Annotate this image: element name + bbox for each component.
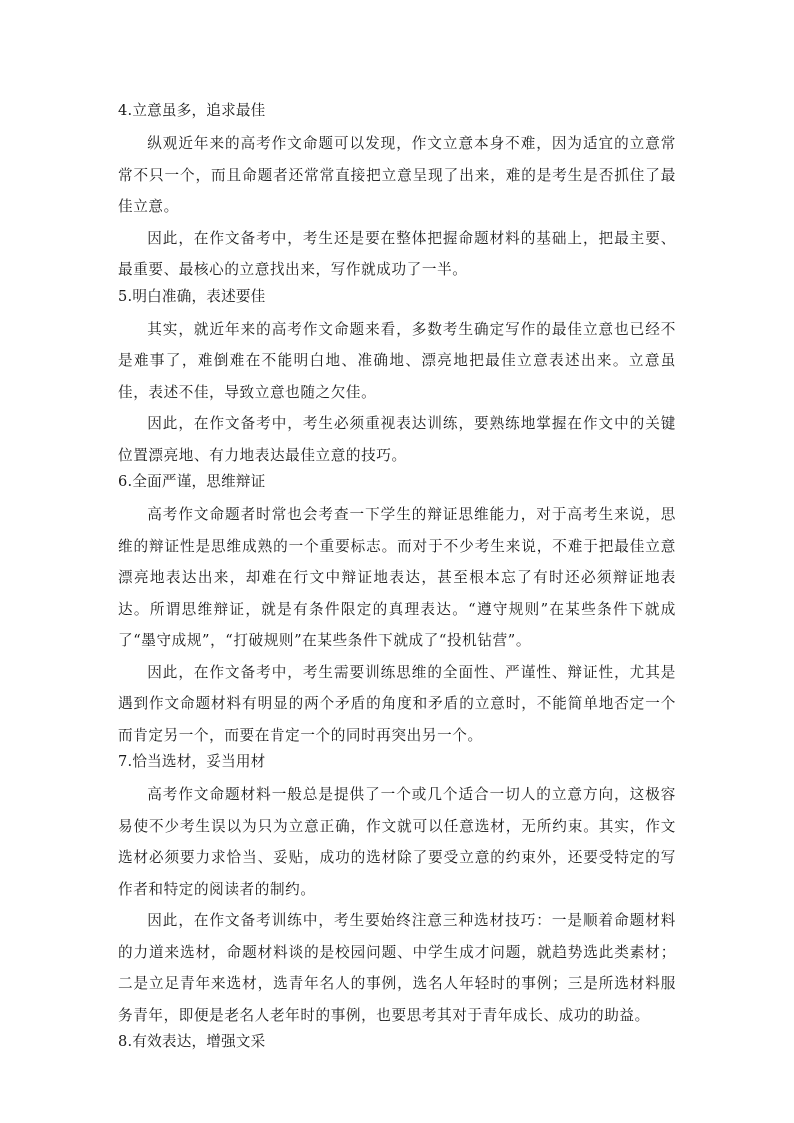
section-8 (118, 1031, 676, 1059)
document-body (118, 100, 676, 1059)
section-heading: 6.全面严谨，思维辩证 (118, 473, 266, 490)
section-heading: 7.恰当选材，妥当用材 (118, 753, 266, 770)
paragraph: 因此，在作文备考中，考生还是要在整体把握命题材料的基础上，把最主要、最重要、最核心的立意找出来，写作就成功了一半。 (118, 229, 676, 278)
section-heading: 4.立意虽多，追求最佳 (118, 102, 266, 119)
paragraph: 纵观近年来的高考作文命题可以发现，作文立意本身不难，因为适宜的立意常常不只一个，而且命题者还常常直接把立意呈现了出来，难的是考生是否抓住了最佳立意。 (118, 135, 676, 215)
section-4 (118, 100, 676, 286)
paragraph: 因此，在作文备考训练中，考生要始终注意三种选材技巧：一是顺着命题材料的力道来选材，命题材料谈的是校园问题、中学生成才问题，就趋势选此类素材；二是立足青年来选材，选青年名人的事例，选名人年轻时的事例；三是所选材料服务青年，即便是老名人老年时的事例，也要思考其对于青年成长、成功的助益。 (118, 912, 676, 1024)
paragraph: 其实，就近年来的高考作文命题来看，多数考生确定写作的最佳立意也已经不是难事了，难倒难在不能明白地、准确地、漂亮地把最佳立意表述出来。立意虽佳，表述不佳，导致立意也随之欠佳。 (118, 320, 676, 401)
section-5 (118, 286, 676, 472)
paragraph: 高考作文命题者时常也会考查一下学生的辩证思维能力，对于高考生来说，思维的辩证性是思维成熟的一个重要标志。而对于不少考生来说，不难于把最佳立意漂亮地表达出来，却难在行文中辩证地表达，甚至根本忘了有时还必须辩证地表达。所谓思维辩证，就是有条件限定的真理表达。“遵守规则”在某些条件下就成了“墨守成规”，“打破规则”在某些条件下就成了“投机钻营”。 (118, 506, 676, 649)
paragraph: 高考作文命题材料一般总是提供了一个或几个适合一切人的立意方向，这极容易使不少考生误以为只为立意正确，作文就可以任意选材，无所约束。其实，作文选材必须要力求恰当、妥贴，成功的选材除了要受立意的约束外，还要受特定的写作者和特定的阅读者的制约。 (118, 786, 676, 898)
section-6 (118, 471, 676, 751)
paragraph: 因此，在作文备考中，考生必须重视表达训练，要熟练地掌握在作文中的关键位置漂亮地、有力地表达最佳立意的技巧。 (118, 415, 676, 464)
section-heading: 8.有效表达，增强文采 (118, 1033, 266, 1050)
paragraph: 因此，在作文备考中，考生需要训练思维的全面性、严谨性、辩证性，尤其是遇到作文命题材料有明显的两个矛盾的角度和矛盾的立意时，不能简单地否定一个而肯定另一个，而要在肯定一个的同时再突出另一个。 (118, 663, 676, 744)
section-7 (118, 751, 676, 1031)
section-heading: 5.明白准确，表述要佳 (118, 287, 266, 305)
